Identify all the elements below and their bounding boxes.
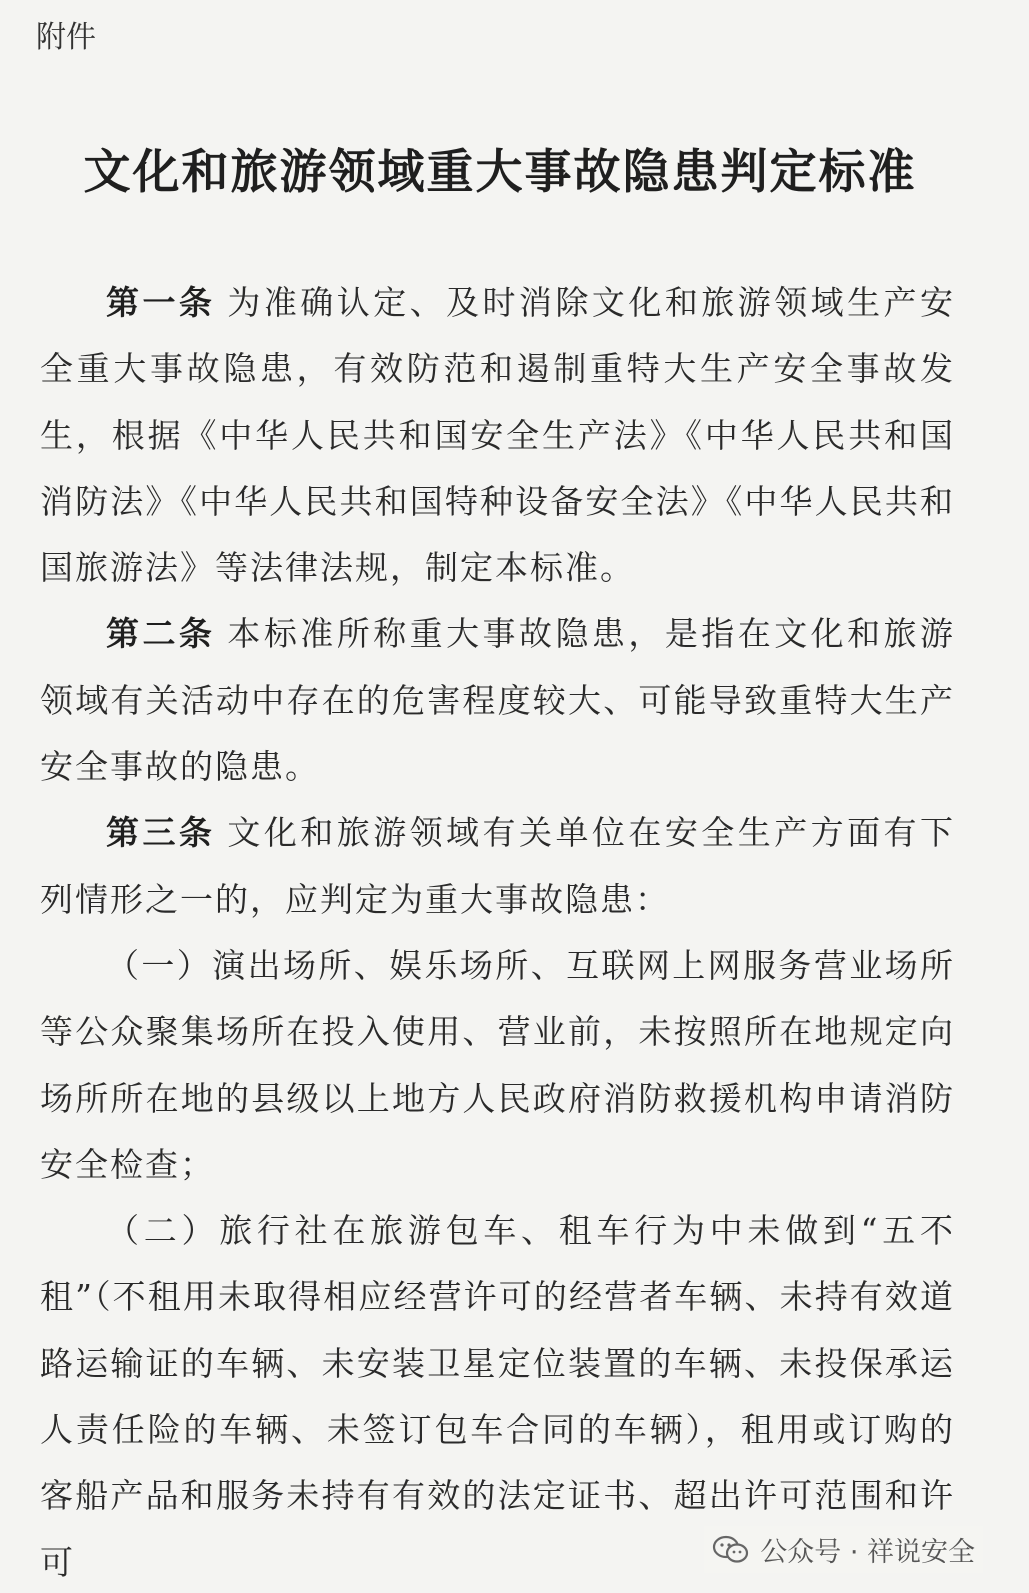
list-item: （一）演出场所、娱乐场所、互联网上网服务营业场所等公众聚集场所在投入使用、营业前，未按照所在地规定向场所所在地的县级以上地方人民政府消防救援机构申请消防安全检查； (40, 945, 955, 1184)
article-paragraph (40, 601, 955, 800)
article-text: 本标准所称重大事故隐患，是指在文化和旅游领域有关活动中存在的危害程度较大、可能导致重特大生产安全事故的隐患。 (40, 614, 956, 787)
document-body (40, 270, 955, 1593)
article-text: 为准确认定、及时消除文化和旅游领域生产安全重大事故隐患，有效防范和遏制重特大生产安全事故发生，根据《中华人民共和国安全生产法》《中华人民共和国消防法》《中华人民共和国特种设备安全法》《中华人民共和国旅游法》等法律法规，制定本标准。 (40, 283, 956, 588)
article-number: 第二条 (106, 614, 216, 654)
article-number: 第一条 (106, 283, 216, 322)
article-paragraph (40, 800, 955, 933)
article-number: 第三条 (106, 813, 216, 853)
attachment-label: 附件 (36, 20, 96, 55)
document-title: 文化和旅游领域重大事故隐患判定标准 (83, 145, 917, 200)
article-text: 文化和旅游领域有关单位在安全生产方面有下列情形之一的，应判定为重大事故隐患： (40, 813, 956, 919)
watermark-text: 公众号 · 祥说安全 (760, 1537, 975, 1568)
list-item: （二）旅行社在旅游包车、租车行为中未做到“五不租”（不租用未取得相应经营许可的经营者车辆、未持有效道路运输证的车辆、未安装卫星定位装置的车辆、未投保承运人责任险的车辆、未签订包车合同的车辆），租用或订购的客船产品和服务未持有有效的法定证书、超出许可范围和许可 (40, 1211, 955, 1582)
account-watermark (704, 1526, 983, 1573)
wechat-icon (712, 1535, 750, 1565)
article-paragraph (40, 270, 955, 601)
